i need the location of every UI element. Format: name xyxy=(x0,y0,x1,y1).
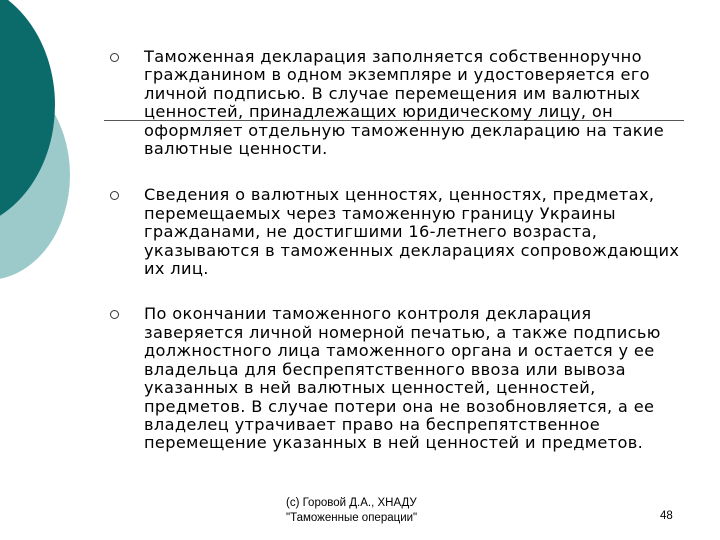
bullet-item xyxy=(110,186,685,278)
bullet-text: Таможенная декларация заполняется собственноручно гражданином в одном экземпляре и удостоверяется его личной подписью. В случае перемещения им валютных ценностей, принадлежащих юридическому лицу, он оформляет отдельную таможенную декларацию на такие валютные ценности. xyxy=(144,47,665,159)
hollow-circle-bullet-icon xyxy=(110,53,119,62)
footer-credit xyxy=(286,496,417,526)
footer-credit-course: "Таможенные операции" xyxy=(286,512,418,524)
page-number: 48 xyxy=(660,510,673,522)
hollow-circle-bullet-icon xyxy=(110,191,119,200)
footer-credit-author: (c) Горовой Д.А., ХНАДУ xyxy=(286,497,417,509)
bullet-list xyxy=(110,48,685,453)
hollow-circle-bullet-icon xyxy=(110,310,119,319)
bullet-item xyxy=(110,48,685,158)
bullet-item xyxy=(110,305,685,452)
bullet-text: По окончании таможенного контроля декларация заверяется личной номерной печатью, а также подписью должностного лица таможенного органа и остается у ее владельца для беспрепятственного ввоза или вывоза указанных в ней валютных ценностей, ценностей, предметов. В случае потери она не возобновляется, а ее владелец утрачивает право на беспрепятственное перемещение указанных в ней ценностей и предметов. xyxy=(144,304,661,453)
bullet-text: Сведения о валютных ценностях, ценностях, предметах, перемещаемых через таможенную границу Украины гражданами, не достигшими 16-летнего возраста, указываются в таможенных декларациях сопровождающих их лиц. xyxy=(144,185,680,279)
